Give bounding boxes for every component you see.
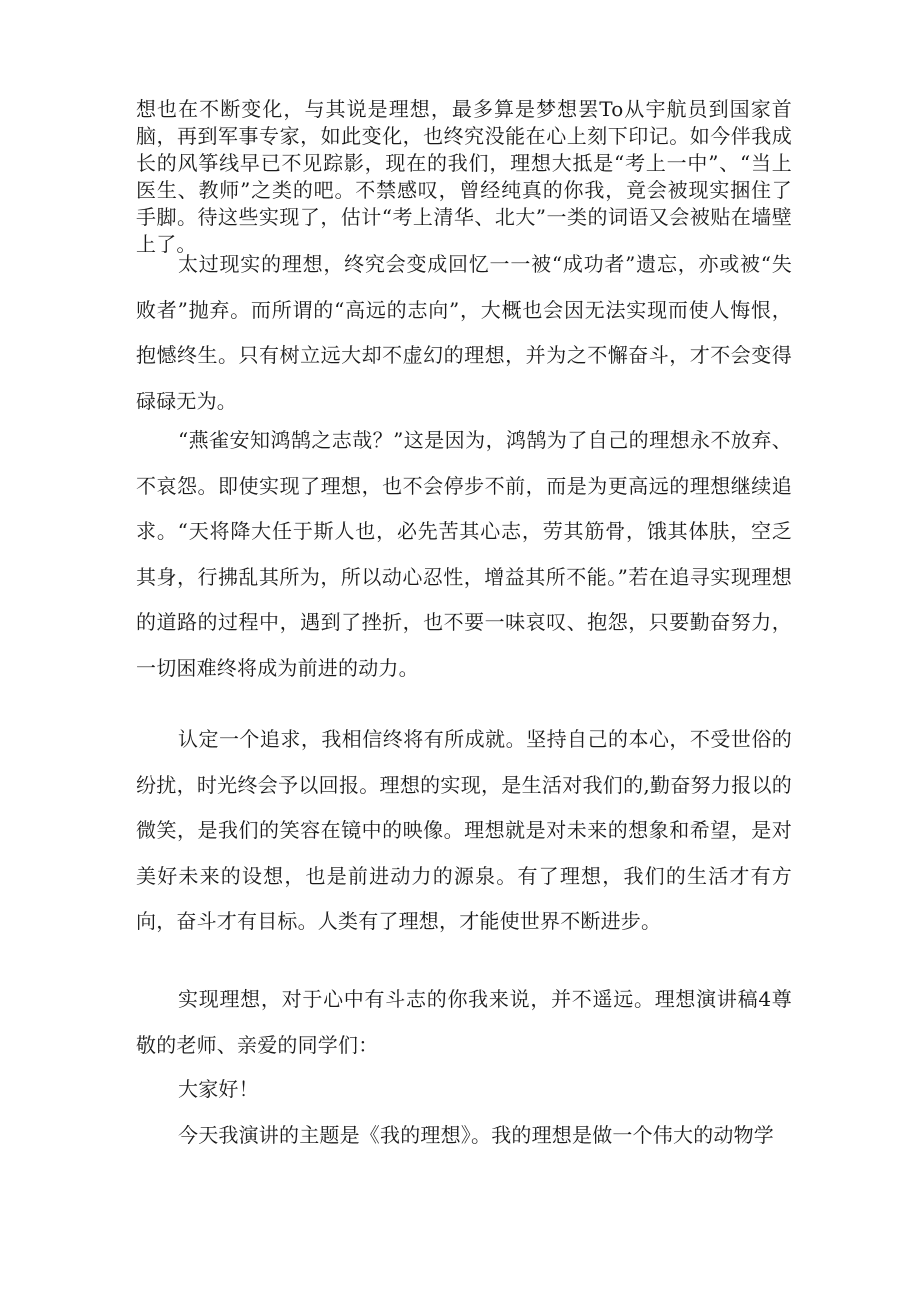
paragraph-6: 大家好！ — [178, 1077, 259, 1101]
paragraph-4: 认定一个追求，我相信终将有所成就。坚持自己的本心，不受世俗的纷扰，时光终会予以回报。理想的实现，是生活对我们的,勤奋努力报以的微笑，是我们的笑容在镜中的映像。理想就是对未来的想象和希望，是对美好未来的设想，也是前进动力的源泉。有了理想，我们的生活才有方向，奋斗才有目标。人类有了理想，才能使世界不断进步。 — [136, 727, 792, 933]
paragraph-3: “燕雀安知鸿鹄之志哉？”这是因为，鸿鹄为了自己的理想永不放弃、不哀怨。即使实现了理想，也不会停步不前，而是为更高远的理想继续追求。“天将降大任于斯人也，必先苦其心志，劳其筋骨，饿其体肤，空乏其身，行拂乱其所为，所以动心忍性，增益其所不能。”若在追寻实现理想的道路的过程中，遇到了挫折，也不要一味哀叹、抱怨，只要勤奋努力，一切困难终将成为前进的动力。 — [136, 428, 792, 680]
paragraph-1: 想也在不断变化，与其说是理想，最多算是梦想罢To从宇航员到国家首脑，再到军事专家，如此变化，也终究没能在心上刻下印记。如今伴我成长的风筝线早已不见踪影，现在的我们，理想大抵是“考上一中”、“当上医生、教师”之类的吧。不禁感叹，曾经纯真的你我，竟会被现实捆住了手脚。待这些实现了，估计“考上清华、北大”一类的词语又会被贴在墙壁上了。 — [136, 97, 792, 256]
paragraph-5: 实现理想，对于心中有斗志的你我来说，并不遥远。理想演讲稿4尊敬的老师、亲爱的同学们： — [136, 987, 792, 1057]
paragraph-7: 今天我演讲的主题是《我的理想》。我的理想是做一个伟大的动物学 — [178, 1123, 774, 1147]
paragraph-2: 太过现实的理想，终究会变成回忆一一被“成功者”遗忘，亦或被“失败者”抛弃。而所谓的“高远的志向”，大概也会因无法实现而使人悔恨，抱憾终生。只有树立远大却不虚幻的理想，并为之不懈奋斗，才不会变得碌碌无为。 — [136, 252, 792, 413]
